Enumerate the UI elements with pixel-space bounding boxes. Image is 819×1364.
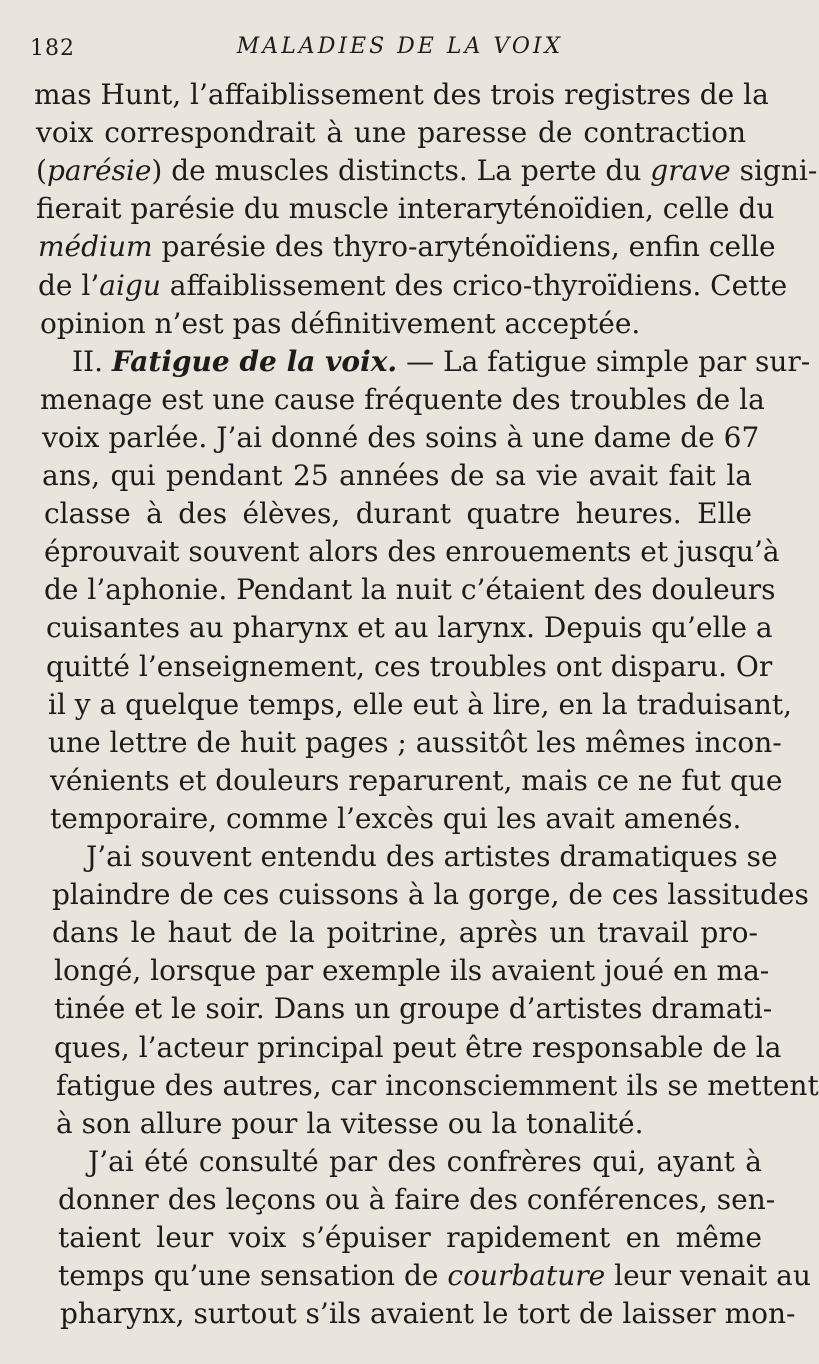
text-run: plaindre de ces cuissons à la gorge, de ces lassitudes (52, 878, 809, 912)
text-run: ques, l’acteur principal peut être responsable de la (54, 1030, 782, 1064)
text-run: quitté l’enseignement, ces troubles ont disparu. Or (46, 649, 773, 683)
text-line (56, 1067, 819, 1105)
text-line (38, 228, 776, 266)
text-line (52, 876, 809, 914)
text-run: voix parlée. J’ai donné des soins à une dame de 67 (42, 420, 760, 454)
text-run: il y a quelque temps, elle eut à lire, en la traduisant, (48, 687, 793, 721)
text-line (44, 571, 776, 609)
italic-term: parésie (46, 154, 152, 188)
text-line (50, 800, 742, 838)
text-line (36, 152, 818, 190)
text-run: parésie des thyro-aryténoïdiens, enfin celle (152, 230, 776, 264)
text-line (42, 457, 752, 495)
text-run: ans, qui pendant 25 années de sa vie avait fait la (42, 459, 752, 492)
text-line (54, 990, 773, 1028)
text-line (58, 1257, 811, 1295)
text-run: opinion n’est pas définitivement acceptée. (40, 306, 641, 340)
text-line (46, 648, 773, 686)
text-line (56, 1105, 644, 1143)
text-run: J’ai souvent entendu des artistes dramatiques se (86, 840, 778, 873)
text-run: tinée et le soir. Dans un groupe d’artistes dramati- (54, 992, 773, 1026)
text-line (48, 724, 782, 762)
text-line (36, 114, 746, 152)
text-line (48, 686, 793, 724)
text-line (46, 609, 773, 647)
text-line (34, 76, 769, 114)
page-number: 182 (30, 36, 75, 61)
text-line (60, 1295, 796, 1333)
text-run: ) de muscles distincts. La perte du (151, 154, 651, 188)
italic-term: aigu (99, 268, 161, 302)
text-run: donner des leçons ou à faire des conférences, sen- (58, 1182, 776, 1216)
text-run: menage est une cause fréquente des troubles de la (40, 382, 765, 416)
text-run: voix correspondrait à une paresse de contraction (36, 116, 746, 150)
text-run: cuisantes au pharynx et au larynx. Depuis qu’elle a (46, 611, 773, 645)
italic-term: courbature (447, 1259, 606, 1293)
running-title: MALADIES DE LA VOIX (236, 34, 564, 59)
text-run: affaiblissement des crico-thyroïdiens. Cette (160, 268, 788, 302)
text-line (52, 914, 758, 952)
text-run: de l’aphonie. Pendant la nuit c’étaient des douleurs (44, 573, 776, 607)
text-run: de l’ (38, 268, 100, 302)
text-line (54, 1029, 782, 1067)
text-line (36, 190, 775, 228)
text-run: temporaire, comme l’excès qui les avait amenés. (50, 801, 742, 835)
text-run: pharynx, surtout s’ils avaient le tort de laisser mon- (60, 1297, 796, 1331)
italic-term: grave (650, 154, 731, 188)
text-line (58, 1181, 776, 1219)
text-line (42, 419, 760, 457)
text-run: signi- (730, 154, 818, 188)
text-line (54, 952, 770, 990)
text-run: fierait parésie du muscle interaryténoïdien, celle du (36, 192, 775, 226)
text-line (88, 1143, 762, 1181)
text-run: dans le haut de la poitrine, après un travail pro- (52, 916, 758, 950)
text-run: taient leur voix s’épuiser rapidement en même (58, 1221, 762, 1254)
text-line (40, 305, 641, 343)
text-run: temps qu’une sensation de (58, 1259, 448, 1293)
text-line (38, 267, 788, 305)
text-run: ( (36, 154, 47, 188)
section-heading: Fatigue de la voix. (111, 344, 398, 378)
text-line (72, 343, 811, 381)
text-line (44, 495, 752, 533)
text-line (58, 1219, 762, 1257)
text-run: mas Hunt, l’affaiblissement des trois registres de la (34, 78, 769, 111)
text-run: — La fatigue simple par sur- (397, 344, 811, 378)
page-header (0, 34, 800, 64)
text-line (50, 762, 783, 800)
text-run: leur venait au (605, 1259, 811, 1293)
text-line (40, 381, 765, 419)
text-run: J’ai été consulté par des confrères qui, ayant à (88, 1144, 762, 1178)
text-run: classe à des élèves, durant quatre heures. Elle (44, 497, 752, 531)
text-run: une lettre de huit pages ; aussitôt les mêmes incon- (48, 725, 782, 759)
italic-term: médium (38, 230, 153, 264)
text-run: vénients et douleurs reparurent, mais ce ne fut que (50, 763, 783, 797)
text-line (86, 838, 778, 876)
text-run: à son allure pour la vitesse ou la tonalité. (56, 1106, 644, 1140)
text-run: longé, lorsque par exemple ils avaient joué en ma- (54, 954, 770, 988)
text-line (44, 533, 780, 571)
text-run: fatigue des autres, car inconsciemment ils se mettent (56, 1068, 819, 1102)
text-run: éprouvait souvent alors des enrouements et jusqu’à (44, 535, 780, 569)
text-run: II. (72, 344, 112, 378)
